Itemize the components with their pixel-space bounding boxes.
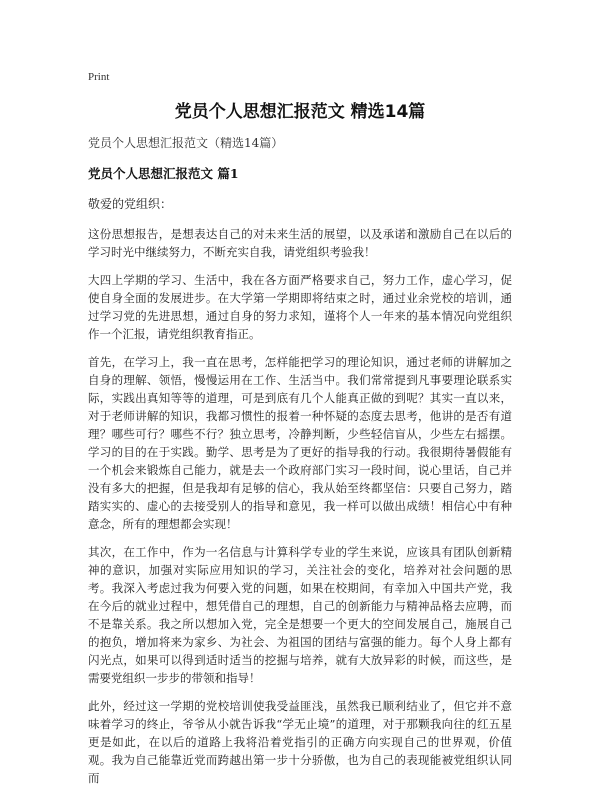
document-subtitle: 党员个人思想汇报范文（精选14篇）	[88, 136, 284, 150]
paragraph-4: 其次，在工作中，作为一名信息与计算科学专业的学生来说，应该具有团队创新精神的意识，加强对实际应用知识的学习，关注社会的变化，培养对社会问题的思考。我深入考虑过我为何要入党的问题，如果在校期间，有幸加入中国共产党，我在今后的就业过程中，想凭借自己的理想，自己的创新能力与精神品格去应聘，而不是靠关系。我之所以想加入党，完全是想要一个更大的空间发展自己，施展自己的抱负，增加将来为家乡、为社会、为祖国的团结与富强的能力。每个人身上都有闪光点，如果可以得到适时适当的挖掘与培养，就有大放异彩的时候，而这些，是需要党组织一步步的带领和指导！	[88, 545, 512, 685]
paragraph-2: 大四上学期的学习、生活中，我在各方面严格要求自己，努力工作，虚心学习，促使自身全面的发展进步。在大学第一学期即将结束之时，通过业余党校的培训，通过学习党的先进思想，通过自身的努力求知，谨将个人一年来的基本情况向党组织作一个汇报，请党组织教育指正。	[88, 273, 512, 341]
print-label[interactable]: Print	[88, 71, 110, 83]
section-heading: 党员个人思想汇报范文 篇1	[88, 166, 239, 181]
paragraph-1: 这份思想报告，是想表达自己的对未来生活的展望，以及承诺和激励自己在以后的学习时光中继续努力，不断充实自我，请党组织考验我！	[88, 227, 512, 259]
greeting-line: 敬爱的党组织：	[88, 197, 173, 211]
document-title: 党员个人思想汇报范文 精选14篇	[174, 102, 426, 122]
document-page	[88, 70, 512, 797]
paragraph-3: 首先，在学习上，我一直在思考，怎样能把学习的理论知识，通过老师的讲解加之自身的理解、领悟，慢慢运用在工作、生活当中。我们常常提到凡事要理论联系实际，实践出真知等等的道理，可是到底有几个人能真正做的到呢？其实一直以来，对于老师讲解的知识，我都习惯性的报着一种怀疑的态度去思考，他讲的是否有道理？哪些可行？哪些不行？独立思考，冷静判断，少些轻信盲从，少些左右摇摆。学习的目的在于实践。勤学、思考是为了更好的指导我的行动。我很期待暑假能有一个机会来锻炼自己能力，就是去一个政府部门实习一段时间，说心里话，自己并没有多大的把握，但是我却有足够的信心，我从始至终都坚信：只要自己努力，踏踏实实的、虚心的去接受别人的指导和意见，我一样可以做出成绩！相信心中有种意念，所有的理想都会实现！	[88, 355, 512, 531]
paragraph-5: 此外，经过这一学期的党校培训使我受益匪浅，虽然我已顺利结业了，但它并不意味着学习的终止，爷爷从小就告诉我“学无止境”的道理，对于那颗我向往的红五星更是如此，在以后的道路上我将沿着党指引的正确方向实现自己的世界观，价值观。我为自己能靠近党而跨越出第一步十分骄傲，也为自己的表现能被党组织认同而	[88, 699, 512, 785]
